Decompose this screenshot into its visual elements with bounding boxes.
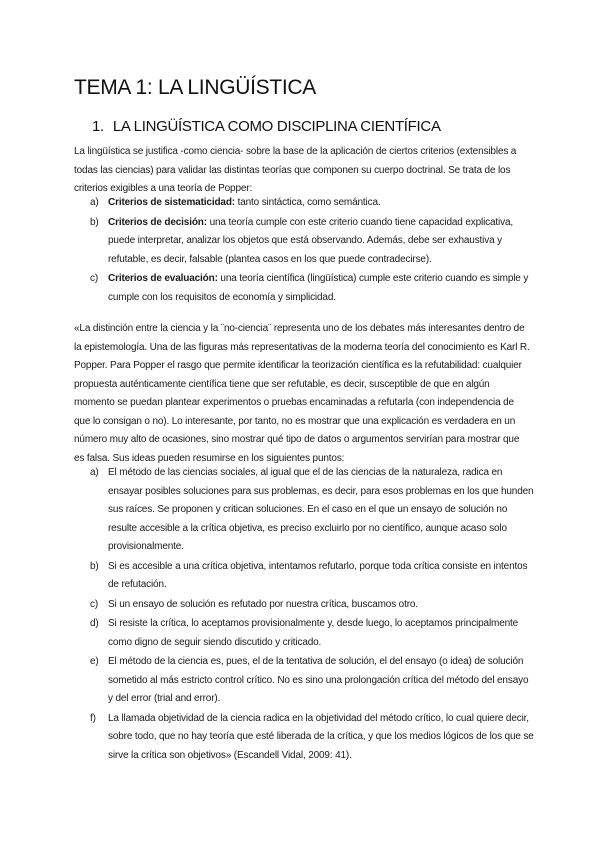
list-item bbox=[74, 653, 534, 709]
list-item bbox=[74, 596, 534, 615]
section-title: LA LINGÜÍSTICA COMO DISCIPLINA CIENTÍFICA bbox=[112, 118, 441, 135]
list-marker: d) bbox=[90, 618, 99, 629]
point-text: Si resiste la crítica, lo aceptamos provisionalmente y, desde luego, lo aceptamos principalmente como digno de seguir siendo discutido y criticado. bbox=[108, 618, 519, 648]
list-marker: a) bbox=[90, 467, 99, 478]
list-marker: a) bbox=[90, 197, 99, 208]
list-marker: c) bbox=[90, 598, 99, 610]
criteria-list bbox=[74, 194, 534, 308]
criterion-text: una teoría científica (lingüística) cumple este criterio cuando es simple y cumple con los requisitos de economía y simplicidad. bbox=[108, 273, 529, 303]
list-marker: b) bbox=[90, 216, 99, 228]
list-marker: e) bbox=[90, 656, 99, 667]
criterion-text: tanto sintáctica, como semántica. bbox=[234, 197, 381, 208]
point-text: El método de la ciencia es, pues, el de la tentativa de solución, el del ensayo (o idea) de solución sometido al más estricto control crítico. No es sino una prolongación crítica del método del ensayo y del error (trial and error). bbox=[108, 656, 529, 704]
section-number: 1. bbox=[92, 118, 104, 135]
points-list bbox=[74, 464, 534, 766]
list-item bbox=[74, 464, 534, 557]
criterion-text: una teoría cumple con este criterio cuando tiene capacidad explicativa, puede interpretar, analizar los objetos que está observando. Además, debe ser exhaustiva y refutable, es decir, falsable (plantea casos en los que puede contradecirse). bbox=[108, 216, 514, 265]
point-text: El método de las ciencias sociales, al igual que el de las ciencias de la naturaleza, radica en ensayar posibles soluciones para sus problemas, es decir, para esos problemas en los que hunden sus raíces. Se proponen y critican soluciones. En el caso en el que un ensayo de solución no resulte accesible a la crítica objetiva, es preciso excluirlo por no científico, aunque acaso solo provisionalmente. bbox=[108, 467, 534, 552]
point-text: Si es accesible a una crítica objetiva, intentamos refutarlo, porque toda crítica consiste en intentos de refutación. bbox=[108, 560, 528, 590]
point-text: Si un ensayo de solución es refutado por nuestra crítica, buscamos otro. bbox=[108, 598, 418, 610]
section-heading bbox=[92, 118, 441, 135]
criterion-label: Criterios de decisión: bbox=[108, 216, 207, 228]
intro-paragraph: La lingüística se justifica -como ciencia- sobre la base de la aplicación de ciertos criterios (extensibles a todas las ciencias) para validar las distintas teorías que componen su cuerpo doctrinal. Se trata de los criterios exigibles a una teoría de Popper: bbox=[74, 146, 517, 194]
list-marker: c) bbox=[90, 273, 99, 284]
criterion-label: Criterios de evaluación: bbox=[108, 273, 218, 284]
quote-paragraph: «La distinción entre la ciencia y la ¨no-ciencia¨ representa uno de los debates más interesantes dentro de la epistemología. Una de las figuras más representativas de la moderna teoría del conocimiento es Karl R. Popper. Para Popper el rasgo que permite identificar la teorización científica es la refutabilidad: cualquier propuesta auténticamente científica tiene que ser refutable, es decir, susceptible de que en algún momento se puedan plantear experimentos o pruebas encaminadas a refutarla (con independencia de que lo consigan o no). Lo interesante, por tanto, no es mostrar que una explicación es verdadera en un número muy alto de ocasiones, sino mostrar qué tipo de datos o argumentos servirían para mostrar que es falsa. Sus ideas pueden resumirse en los siguientes puntos: bbox=[74, 323, 530, 464]
list-item bbox=[74, 558, 534, 595]
list-marker: f) bbox=[90, 712, 96, 724]
list-item bbox=[74, 194, 534, 213]
point-text: La llamada objetividad de la ciencia radica en la objetividad del método crítico, lo cual quiere decir, sobre todo, que no hay teoría que esté liberada de la crítica, y que los medios lógicos de los que se sirve la crítica son objetivos» (Escandell Vidal, 2009: 41). bbox=[108, 712, 534, 761]
list-item bbox=[74, 270, 534, 307]
list-item bbox=[74, 214, 534, 270]
criterion-label: Criterios de sistematicidad: bbox=[108, 197, 235, 208]
list-item bbox=[74, 615, 534, 652]
document-title: TEMA 1: LA LINGÜÍSTICA bbox=[74, 76, 316, 99]
list-item bbox=[74, 710, 534, 766]
list-marker: b) bbox=[90, 560, 99, 572]
